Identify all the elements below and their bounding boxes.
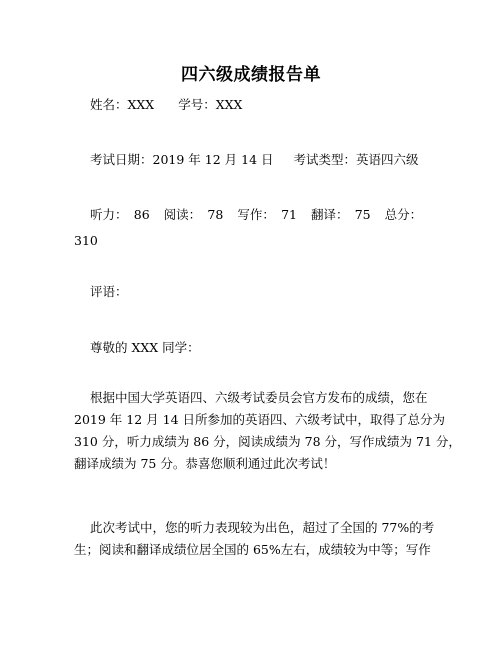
score-translation: 翻译： 75 xyxy=(310,207,371,222)
student-id: 学号：XXX xyxy=(178,97,243,112)
greeting: 尊敬的 XXX 同学： xyxy=(90,340,200,355)
score-writing: 写作： 71 xyxy=(237,207,297,222)
student-info-line xyxy=(90,97,242,113)
score-total-label: 总分： xyxy=(384,207,423,222)
paragraph-line: 根据中国大学英语四、六级考试委员会官方发布的成绩，您在 xyxy=(90,390,428,405)
paragraph-line: 2019 年 12 月 14 日所参加的英语四、六级考试中，取得了总分为 xyxy=(74,412,445,427)
score-reading: 阅读： 78 xyxy=(163,207,224,222)
exam-info-line xyxy=(90,152,419,168)
comment-label: 评语： xyxy=(90,284,128,299)
paragraph-line: 生；阅读和翻译成绩位居全国的 65%左右，成绩较为中等；写作 xyxy=(74,542,431,557)
paragraph-results xyxy=(74,387,461,475)
paragraph-line: 此次考试中，您的听力表现较为出色，超过了全国的 77%的考 xyxy=(90,520,435,535)
exam-type: 考试类型：英语四六级 xyxy=(293,152,419,167)
exam-date: 考试日期：2019 年 12 月 14 日 xyxy=(90,152,274,167)
scores-line xyxy=(90,207,422,223)
score-listening: 听力： 86 xyxy=(90,207,150,222)
paragraph-analysis xyxy=(74,517,434,561)
paragraph-line: 翻译成绩为 75 分。恭喜您顺利通过此次考试！ xyxy=(74,456,336,471)
page-title: 四六级成绩报告单 xyxy=(181,65,321,85)
student-name: 姓名：XXX xyxy=(90,97,155,112)
score-total-value: 310 xyxy=(74,233,98,248)
paragraph-line: 310 分，听力成绩为 86 分，阅读成绩为 78 分，写作成绩为 71 分， xyxy=(74,434,461,449)
